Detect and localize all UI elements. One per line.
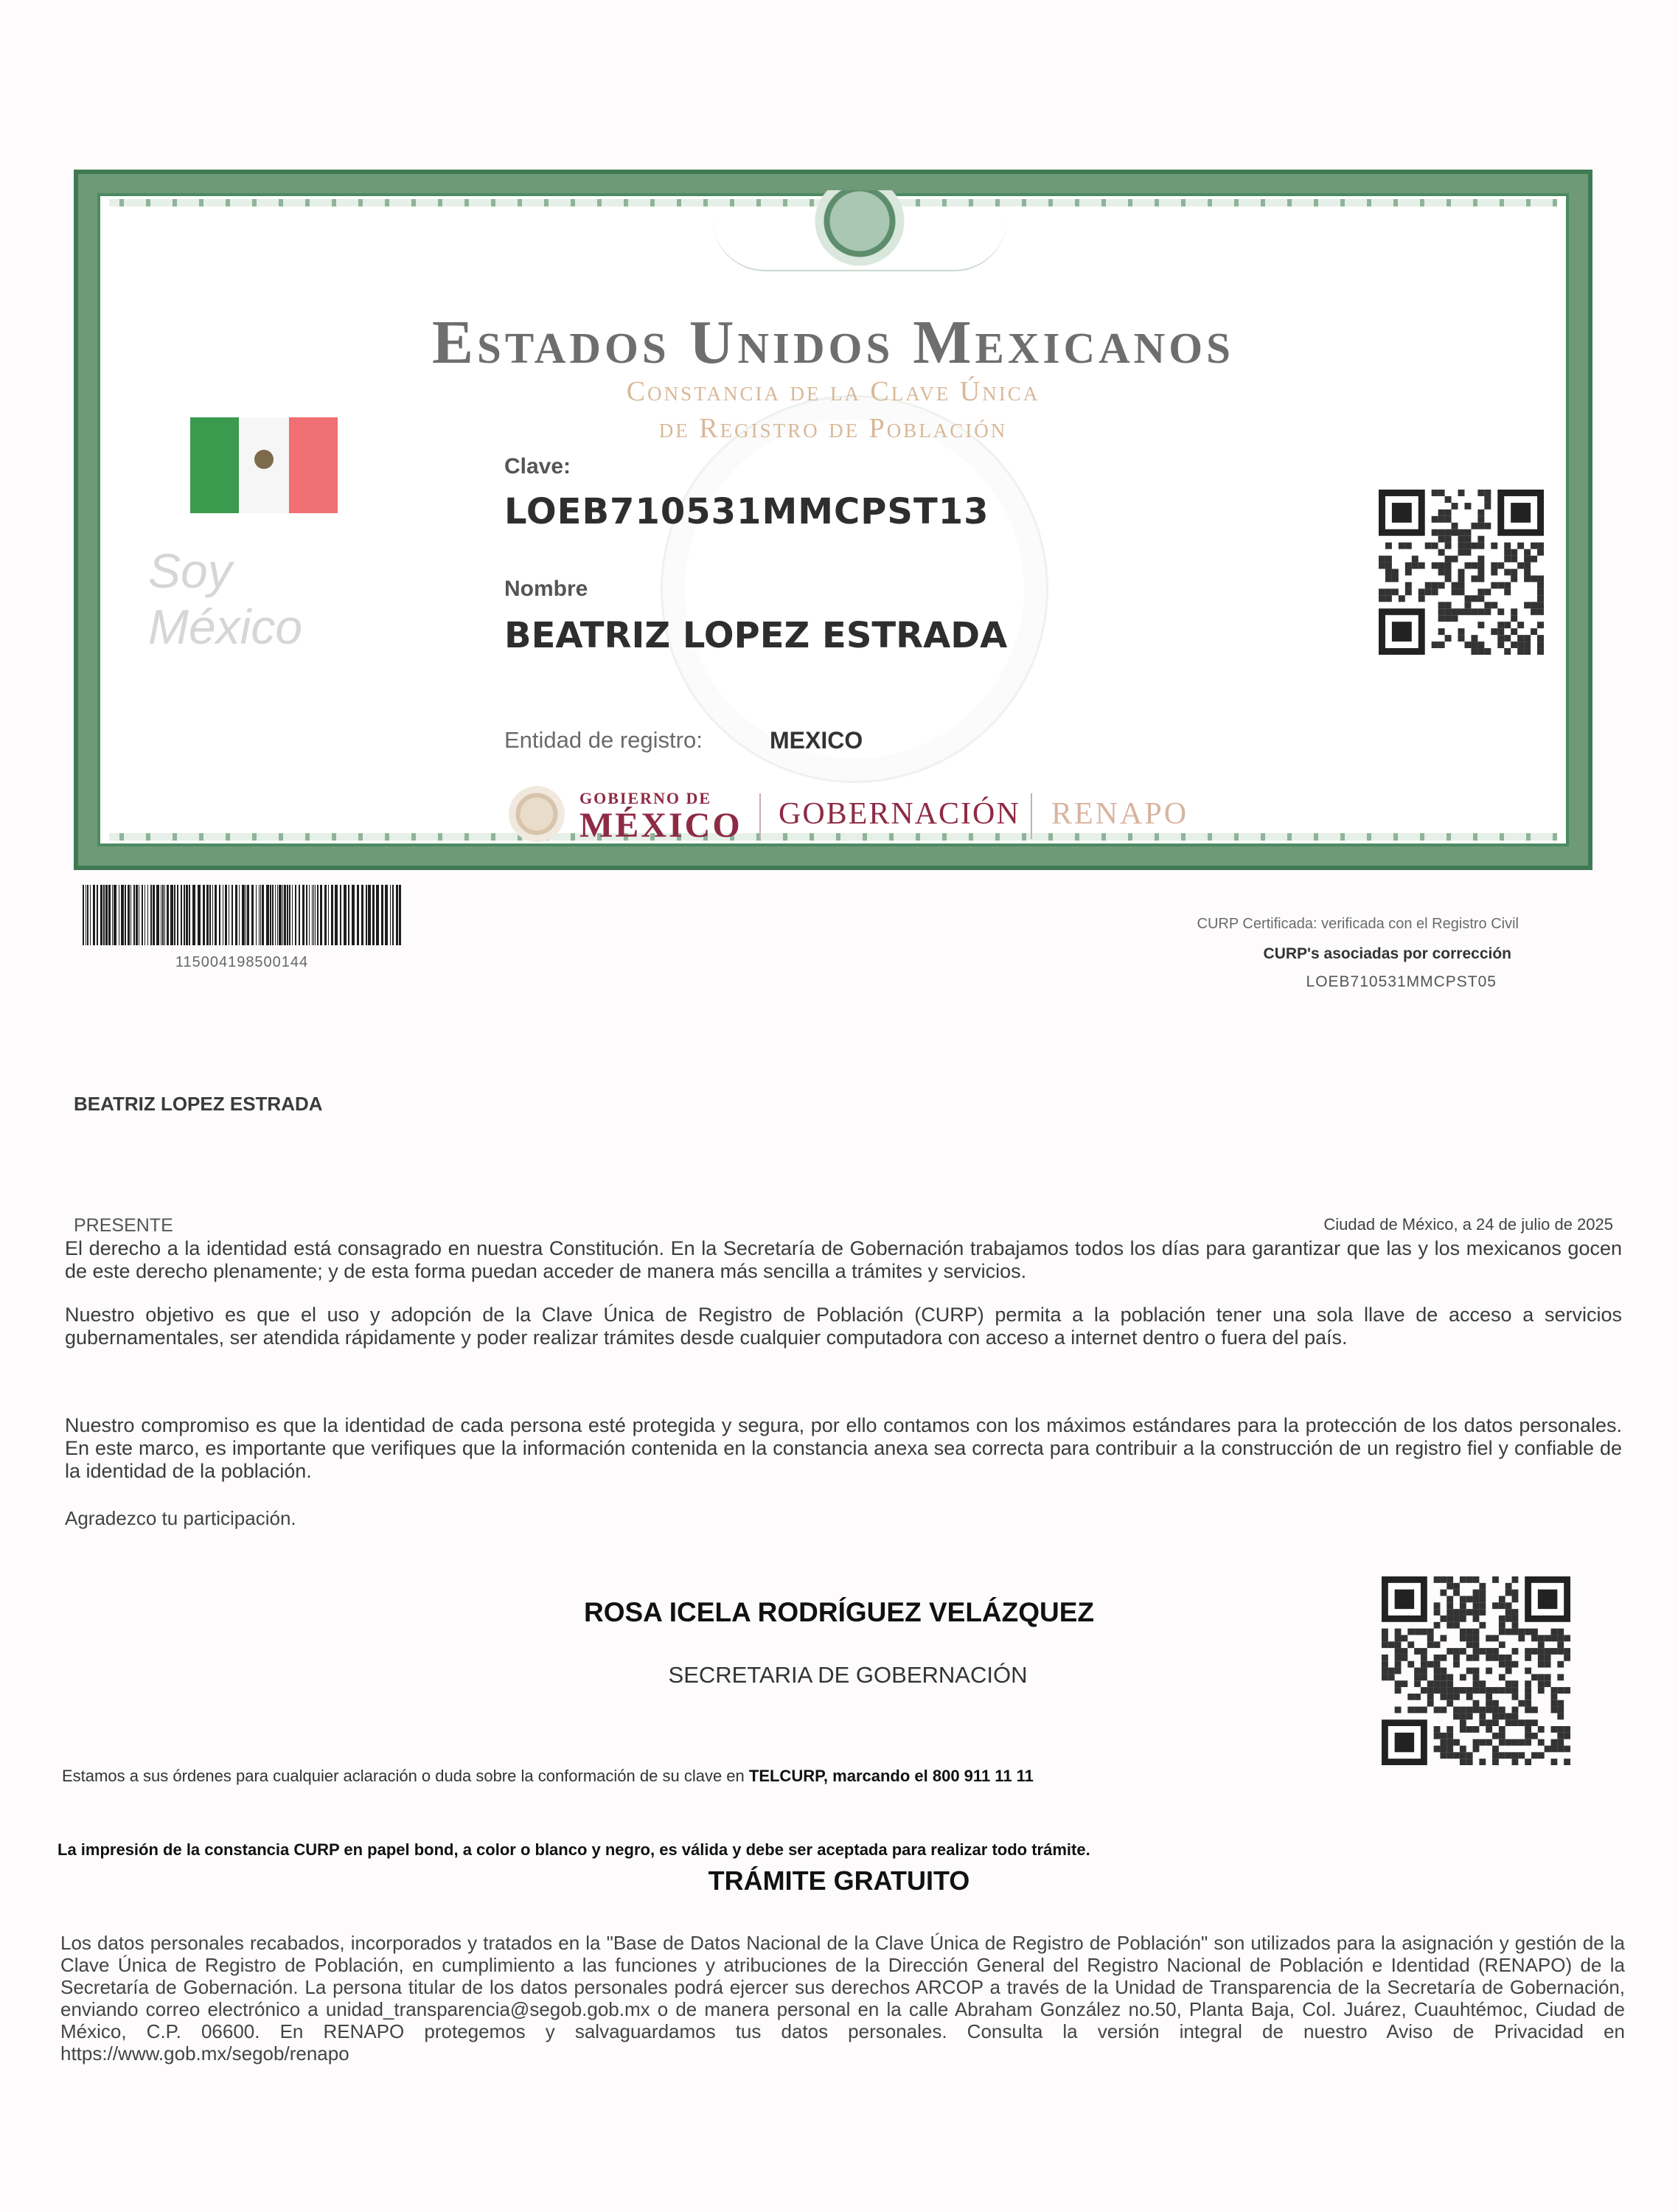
country-title: Estados Unidos Mexicanos: [431, 308, 1234, 377]
letter-paragraph: El derecho a la identidad está consagrado en nuestra Constitución. En la Secretaría de Gobernación trabajamos todos los días para garantizar que las y los mexicanos gocen de este derecho plenamente; y de esta forma puedan acceder de manera más sencilla a trámites y servicios.: [65, 1237, 1622, 1282]
signer-name: ROSA ICELA RODRÍGUEZ VELÁZQUEZ: [583, 1597, 1095, 1627]
renapo-logo-text: RENAPO: [1051, 797, 1189, 831]
clave-label: Clave:: [504, 454, 571, 479]
soy-mexico-brand: Soy México: [148, 543, 303, 654]
free-procedure-title: TRÁMITE GRATUITO: [708, 1865, 970, 1896]
gobernacion-logo-text: GOBERNACIÓN: [779, 797, 1020, 831]
certificate-inner-frame: [97, 193, 1569, 846]
letter-date: Ciudad de México, a 24 de julio de 2025: [1323, 1215, 1613, 1234]
curp-value: LOEB710531MMCPST13: [504, 491, 989, 532]
letter-addressee: BEATRIZ LOPEZ ESTRADA: [74, 1093, 323, 1115]
letter-paragraph: Nuestro compromiso es que la identidad de cada persona esté protegida y segura, por ello contamos con los máximos estándares para la protección de los datos personales. En este marco, es importante que verifiques que la información contenida en la constancia anexa sea correcta para contribuir a la construcción de un registro fiel y confiable de la identidad de la población.: [65, 1414, 1622, 1482]
associated-curps-title: CURP's asociadas por corrección: [1263, 945, 1511, 962]
entidad-label: Entidad de registro:: [504, 727, 703, 753]
gobierno-de-logo-text: GOBIERNO DE: [579, 789, 712, 807]
logo-divider: [1031, 793, 1032, 839]
curp-certificate-card: [74, 170, 1592, 870]
qr-code-icon: [1382, 1576, 1570, 1765]
entidad-value: MEXICO: [770, 727, 863, 754]
nombre-label: Nombre: [504, 577, 588, 601]
certificate-subtitle: Constancia de la Clave Única de Registro de Población: [626, 376, 1040, 444]
logo-divider: [759, 793, 761, 839]
qr-code-icon: [1379, 490, 1544, 655]
letter-paragraph: Nuestro objetivo es que el uso y adopción de la Clave Única de Registro de Población (CURP) permita a la población tener una sola llave de acceso a servicios gubernamentales, ser atendida rápidamente y poder realizar trámites desde cualquier computadora con acceso a internet dentro o fuera del país.: [65, 1304, 1622, 1349]
mexican-flag-icon: [190, 417, 338, 513]
telcurp-notice: [62, 1767, 1034, 1786]
gobierno-emblem-icon: [509, 786, 565, 842]
associated-curp-value: LOEB710531MMCPST05: [1306, 973, 1497, 990]
barcode-number: 115004198500144: [175, 954, 309, 970]
letter-presente: PRESENTE: [74, 1215, 173, 1236]
telcurp-phone: TELCURP, marcando el 800 911 11 11: [748, 1767, 1034, 1785]
mexico-logo-text: MÉXICO: [579, 806, 742, 845]
nombre-value: BEATRIZ LOPEZ ESTRADA: [504, 615, 1008, 656]
signer-position: SECRETARIA DE GOBERNACIÓN: [668, 1662, 1028, 1688]
curp-certified-note: CURP Certificada: verificada con el Registro Civil: [1197, 916, 1519, 932]
barcode-icon: [83, 885, 401, 945]
ornament-border-bottom: [109, 833, 1557, 841]
print-validity-notice: La impresión de la constancia CURP en papel bond, a color o blanco y negro, es válida y debe ser aceptada para realizar todo trámite.: [58, 1840, 1090, 1859]
privacy-notice: Los datos personales recabados, incorporados y tratados en la "Base de Datos Nacional de la Clave Única de Registro de Población" son utilizados para la asignación y gestión de la Clave Única de Registro de Población, en cumplimiento a las funciones y atribuciones de la Dirección General del Registro Nacional de Población e Identidad (RENAPO) de la Secretaría de Gobernación. La persona titular de los datos personales podrá ejercer sus derechos ARCOP a través de la Unidad de Transparencia de la Secretaría de Gobernación, enviando correo electrónico a unidad_transparencia@segob.gob.mx o de manera personal en la calle Abraham González no.50, Planta Baja, Col. Juárez, Cuauhtémoc, Ciudad de México, C.P. 06600. En RENAPO protegemos y salvaguardamos tus datos personales. Consulta la versión integral de nuestro Aviso de Privacidad en https://www.gob.mx/segob/renapo: [60, 1932, 1625, 2065]
telcurp-text: Estamos a sus órdenes para cualquier aclaración o duda sobre la conformación de su clave en: [62, 1767, 749, 1785]
seal-watermark: [661, 395, 1048, 783]
letter-closing: Agradezco tu participación.: [65, 1507, 296, 1529]
